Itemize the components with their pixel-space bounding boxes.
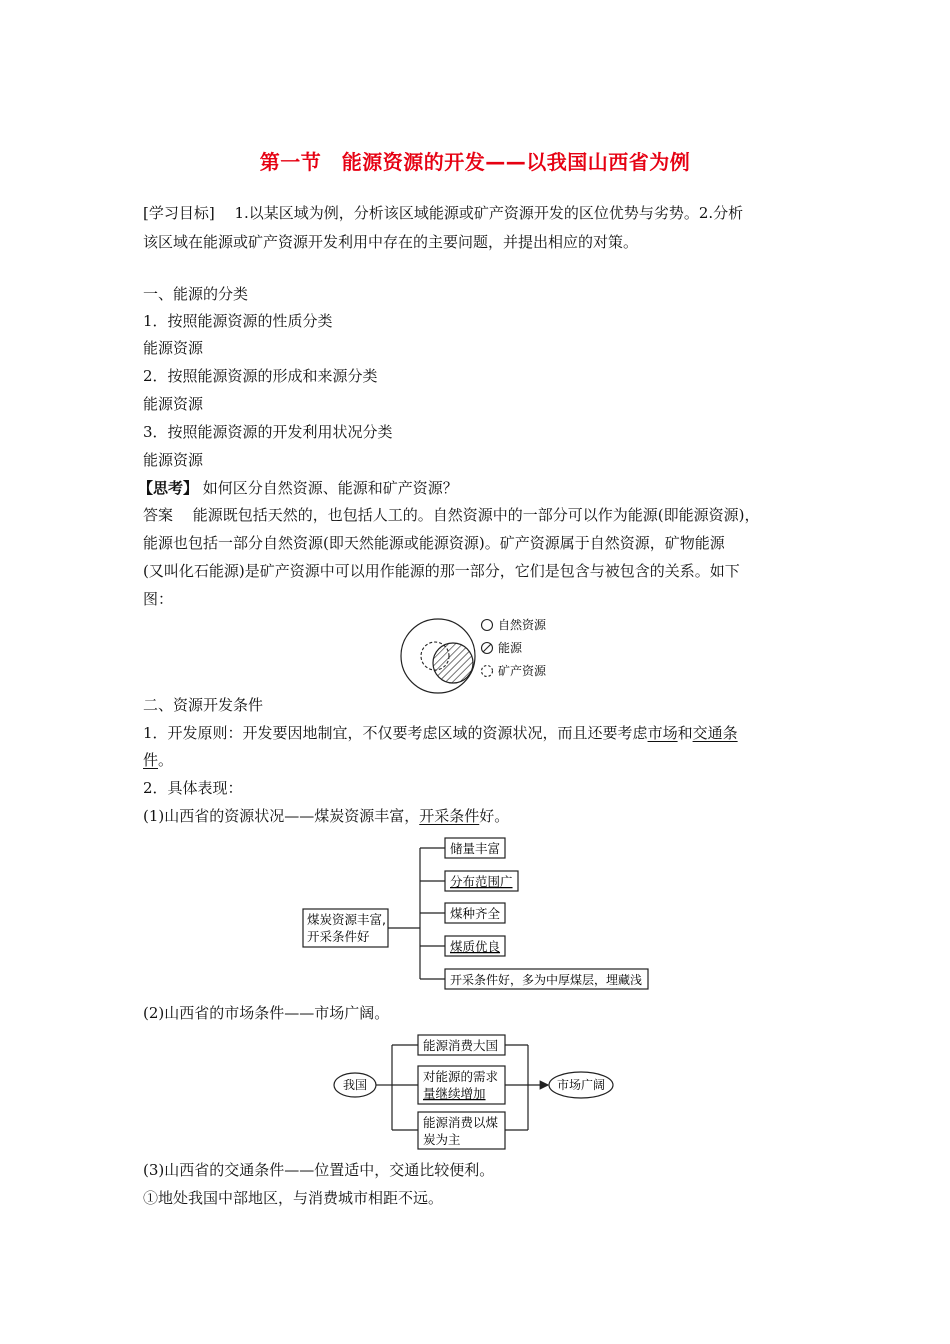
classification-item-3: 3．按照能源资源的开发利用状况分类 [143,423,393,441]
legend-energy-hatch [483,644,491,652]
point-1 [143,806,509,826]
think-label: 【思考】 [138,479,199,497]
legend-natural-label: 自然资源 [498,618,547,632]
detail-heading: 2．具体表现： [143,779,243,797]
point-3: (3)山西省的交通条件——位置适中，交通比较便利。 [143,1161,495,1179]
coal-root-line-1: 煤炭资源丰富, [307,912,386,927]
mineral-resources-circle [421,642,449,670]
classification-sub-3: 能源资源 [143,451,204,469]
answer-line-3: (又叫化石能源)是矿产资源中可以用作能源的那一部分，它们是包含与被包含的关系。如下 [143,562,740,580]
objectives-line-2: 该区域在能源或矿产资源开发利用中存在的主要问题，并提出相应的对策。 [143,233,639,251]
coal-resources-diagram [300,834,655,992]
objectives-line-1 [143,203,743,223]
coal-root-line-2: 开采条件好 [307,929,370,944]
coal-branch-3: 煤种齐全 [450,906,501,921]
point-1-end: 好。 [479,807,510,825]
principle-transport-b: 件 [143,751,159,769]
principle-line-2 [143,750,173,770]
objectives-text-1: 1.以某区域为例，分析该区域能源或矿产资源开发的区位优势与劣势。2.分析 [234,204,744,222]
principle-end: 。 [158,751,174,769]
answer-line-1 [143,505,760,525]
answer-text-1: 能源既包括天然的，也包括人工的。自然资源中的一部分可以作为能源(即能源资源)， [192,506,760,524]
classification-sub-1: 能源资源 [143,339,204,357]
coal-branch-1: 储量丰富 [450,841,501,856]
legend-mineral-label: 矿产资源 [498,664,547,678]
legend-natural-icon [482,620,493,631]
market-middle-2-line-1: 对能源的需求 [423,1069,499,1084]
market-middle-3-line-1: 能源消费以煤 [423,1115,499,1130]
classification-sub-2: 能源资源 [143,395,204,413]
answer-line-2: 能源也包括一部分自然资源(即天然能源或能源资源)。矿产资源属于自然资源，矿物能源 [143,534,725,552]
think-line [138,478,458,498]
market-middle-3-line-2: 炭为主 [423,1132,461,1147]
principle-and: 和 [677,724,693,742]
market-left-label: 我国 [343,1078,368,1092]
think-question: 如何区分自然资源、能源和矿产资源？ [202,479,458,497]
point-3-1: ①地处我国中部地区，与消费城市相距不远。 [143,1189,444,1207]
point-1-text: (1)山西省的资源状况——煤炭资源丰富， [143,807,420,825]
classification-item-2: 2．按照能源资源的形成和来源分类 [143,367,378,385]
principle-transport-a: 交通条 [692,724,738,742]
principle-line-1 [143,723,738,743]
section2-heading: 二、资源开发条件 [143,696,264,714]
principle-market: 市场 [647,724,678,742]
classification-item-1: 1．按照能源资源的性质分类 [143,312,333,330]
section1-heading: 一、能源的分类 [143,285,249,303]
page-title: 第一节 能源资源的开发——以我国山西省为例 [259,150,691,174]
market-diagram [330,1030,630,1155]
legend-energy-label: 能源 [498,641,523,655]
principle-text: 1．开发原则：开发要因地制宜，不仅要考虑区域的资源状况，而且还要考虑 [143,724,648,742]
market-middle-2-line-2: 量继续增加 [423,1086,486,1101]
objectives-label: [学习目标] [143,204,215,222]
answer-label: 答案 [143,506,174,524]
point-2: (2)山西省的市场条件——市场广阔。 [143,1004,390,1022]
coal-branch-2: 分布范围广 [450,874,513,889]
coal-branch-4: 煤质优良 [450,939,501,954]
market-middle-1: 能源消费大国 [423,1038,499,1053]
legend-mineral-icon [482,666,493,677]
venn-diagram [395,612,565,694]
answer-line-4: 图： [143,590,174,608]
market-right-label: 市场广阔 [557,1078,606,1092]
coal-branch-5: 开采条件好，多为中厚煤层，埋藏浅 [450,973,643,987]
point-1-underlined: 开采条件 [419,807,480,825]
